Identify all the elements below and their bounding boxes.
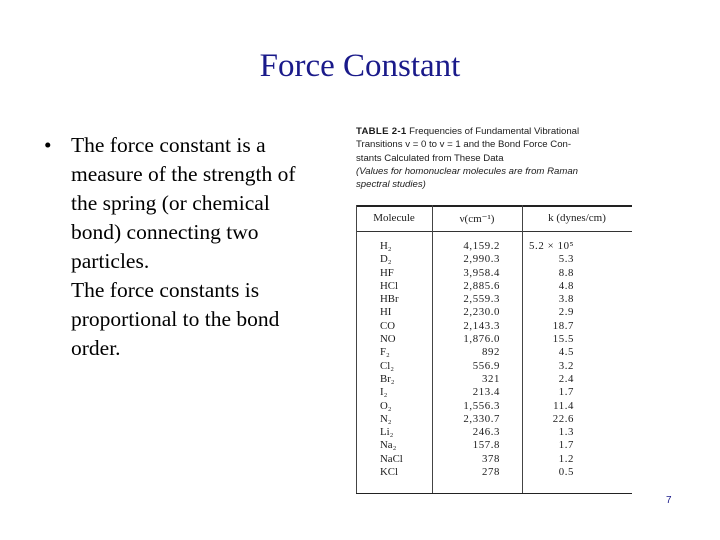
bullet-text-line: bond) connecting two xyxy=(71,220,259,244)
column-header-molecule: Molecule xyxy=(373,212,415,224)
force-constant-cell: 4.8 xyxy=(558,279,574,292)
force-constant-cell: 0.5 xyxy=(558,466,574,479)
molecule-cell: F₂ xyxy=(380,346,390,359)
table-row xyxy=(356,346,632,359)
table-row xyxy=(356,293,632,306)
molecule-cell: CO xyxy=(380,319,395,332)
column-header-frequency: ν(cm⁻¹) xyxy=(459,213,495,225)
molecule-cell: HBr xyxy=(380,293,399,306)
force-constant-cell: 15.5 xyxy=(552,333,574,346)
force-constant-cell: 1.7 xyxy=(558,439,574,452)
molecule-cell: Cl₂ xyxy=(380,359,394,372)
force-constant-cell: 3.8 xyxy=(558,293,574,306)
molecule-cell: Br₂ xyxy=(380,372,395,385)
table-row xyxy=(356,360,632,373)
table-row xyxy=(356,453,632,466)
column-header-force-constant: k (dynes/cm) xyxy=(548,212,606,224)
table-row xyxy=(356,267,632,280)
frequency-cell: 278 xyxy=(482,466,500,479)
table-row xyxy=(356,333,632,346)
molecule-cell: I₂ xyxy=(380,386,388,399)
force-constant-cell: 1.2 xyxy=(558,452,574,465)
bullet-text-line: measure of the strength of xyxy=(71,162,296,186)
table-row xyxy=(356,373,632,386)
table-caption xyxy=(356,125,632,191)
molecule-cell: HF xyxy=(380,266,394,279)
force-constant-cell: 4.5 xyxy=(558,346,574,359)
table-row xyxy=(356,439,632,452)
caption-note-line: (Values for homonuclear molecules are from Raman xyxy=(356,165,578,177)
bullet-text-line: proportional to the bond xyxy=(71,307,280,331)
table-row xyxy=(356,466,632,479)
caption-line: Transitions v = 0 to v = 1 and the Bond Force Con- xyxy=(356,139,572,151)
frequency-cell: 246.3 xyxy=(472,426,500,439)
frequency-cell: 2,885.6 xyxy=(463,279,500,292)
caption-text: Frequencies of Fundamental Vibrational xyxy=(409,126,580,137)
molecule-cell: O₂ xyxy=(380,399,392,412)
frequency-cell: 556.9 xyxy=(472,359,500,372)
frequency-cell: 157.8 xyxy=(472,439,500,452)
molecule-cell: NO xyxy=(380,333,396,346)
force-constant-cell: 5.3 xyxy=(558,253,574,266)
force-constant-cell: 5.2 × 10⁵ xyxy=(529,240,574,252)
bullet-text-line: the spring (or chemical xyxy=(71,191,270,215)
frequency-cell: 213.4 xyxy=(472,386,500,399)
frequency-cell: 2,230.0 xyxy=(463,306,500,319)
bullet-text-line: The force constants is xyxy=(71,278,260,302)
frequency-cell: 2,330.7 xyxy=(463,412,500,425)
table-top-rule xyxy=(356,205,632,207)
table-row xyxy=(356,253,632,266)
table-row xyxy=(356,280,632,293)
table-row xyxy=(356,413,632,426)
table-body xyxy=(356,240,632,479)
force-constant-cell: 22.6 xyxy=(552,412,574,425)
force-constant-cell: 11.4 xyxy=(553,399,574,412)
frequency-cell: 2,559.3 xyxy=(463,293,500,306)
frequency-cell: 4,159.2 xyxy=(463,240,500,252)
molecule-cell: KCl xyxy=(380,466,398,479)
table-row xyxy=(356,386,632,399)
molecule-cell: Na₂ xyxy=(380,439,397,452)
molecule-cell: H₂ xyxy=(380,240,392,252)
slide-title: Force Constant xyxy=(259,48,461,84)
force-constant-cell: 2.4 xyxy=(558,372,574,385)
table-row xyxy=(356,400,632,413)
bullet-item xyxy=(44,131,344,160)
molecule-cell: HI xyxy=(380,306,392,319)
frequency-cell: 3,958.4 xyxy=(463,266,500,279)
page-number: 7 xyxy=(666,495,672,506)
table-row xyxy=(356,320,632,333)
molecule-cell: HCl xyxy=(380,279,398,292)
caption-note-line: spectral studies) xyxy=(356,179,426,191)
table-row xyxy=(356,306,632,319)
table-bottom-rule xyxy=(356,493,632,494)
frequency-cell: 321 xyxy=(482,372,500,385)
bullet-dot-icon: • xyxy=(44,133,52,157)
frequency-cell: 1,876.0 xyxy=(463,333,500,346)
frequency-cell: 892 xyxy=(482,346,500,359)
force-constant-cell: 1.7 xyxy=(558,386,574,399)
molecule-cell: NaCl xyxy=(380,452,403,465)
table-row xyxy=(356,426,632,439)
force-constant-cell: 1.3 xyxy=(558,426,574,439)
bullet-text-line: particles. xyxy=(71,249,150,273)
bullet-list xyxy=(44,131,344,363)
force-constant-cell: 3.2 xyxy=(558,359,574,372)
caption-line xyxy=(356,125,632,138)
molecule-cell: N₂ xyxy=(380,412,392,425)
frequency-cell: 378 xyxy=(482,452,500,465)
caption-line: stants Calculated from These Data xyxy=(356,152,504,164)
force-constant-cell: 18.7 xyxy=(552,319,574,332)
bullet-text-line: The force constant is a xyxy=(71,133,266,157)
frequency-cell: 2,143.3 xyxy=(463,319,500,332)
frequency-cell: 1,556.3 xyxy=(463,399,500,412)
vibrational-frequency-table xyxy=(356,125,632,495)
force-constant-cell: 2.9 xyxy=(558,306,574,319)
table-header-rule xyxy=(356,231,632,232)
bullet-text-line: order. xyxy=(71,336,121,360)
molecule-cell: Li₂ xyxy=(380,426,394,439)
molecule-cell: D₂ xyxy=(380,253,392,266)
frequency-cell: 2,990.3 xyxy=(463,253,500,266)
table-row xyxy=(356,240,632,253)
force-constant-cell: 8.8 xyxy=(558,266,574,279)
caption-label: TABLE 2-1 xyxy=(356,126,407,137)
